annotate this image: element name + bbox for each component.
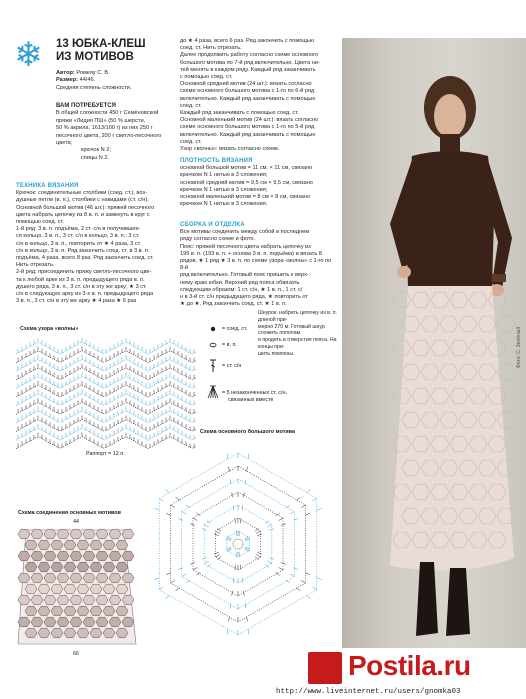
model-figure-illustration <box>342 38 526 648</box>
technique-line: душные петли (в. п.), столбики с накидами (ст. с/н). <box>16 197 149 204</box>
large-motif-diagram <box>140 436 336 648</box>
technique-line: ся кольцо, 3 в. п., 3 ст. с/н в кольцо, 3 в. п.; 3 ст. <box>16 233 140 240</box>
legend-slip: = соед. ст. <box>222 326 248 332</box>
assembly-line: Пояс: пряжей песочного цвета набрать цепочку из <box>180 243 311 250</box>
technique-line: 3 в. п., 3 ст. с/н в эту же арку ★ 4 раза ★ 6 раз <box>16 298 137 305</box>
density-line: основной маленький мотив = 8 см × 8 см, связано <box>180 194 311 201</box>
materials-line: крючок N 2; <box>81 147 111 154</box>
logo-text: Postila.ru <box>348 650 471 681</box>
footer-logo <box>300 648 526 688</box>
assembly-line: ряд включительно. Готовый пояс пришить к верх- <box>180 272 309 279</box>
footer-url: http://www.liveinternet.ru/users/gnomka03 <box>276 688 461 696</box>
middle-line: включительно. Каждый ряд заканчивать с помощью <box>180 95 316 102</box>
middle-line: с помощью соед. ст. <box>180 74 233 81</box>
materials-heading: ВАМ ПОТРЕБУЕТСЯ <box>56 103 116 109</box>
photo-caption: Фото: С. Зелёный <box>516 326 522 368</box>
wave-diagram-title: Схема узора «волны» <box>20 326 79 332</box>
title-line-2: ИЗ МОТИВОВ <box>56 51 134 63</box>
assembly-line: рядов, ★ 1 ряд ★ 3 в. п. по схеме узора «волны» с 1-го по 8-й <box>180 258 332 272</box>
author-row: Автор: Ромеяу С. В. <box>56 70 110 76</box>
assembly-line: ★ до ★. Ряд закончить соед. ст. ★ 1 в. п. <box>180 301 287 308</box>
middle-line: Основной маленький мотив (24 шт.): вязать согласно <box>180 117 319 124</box>
density-heading: ПЛОТНОСТЬ ВЯЗАНИЯ <box>180 158 253 164</box>
middle-line: тей менять в каждом ряду. Каждый ряд заканчивать <box>180 66 316 73</box>
middle-line: соед. ст. Нить отрезать. <box>180 45 242 52</box>
legend-symbols <box>206 320 220 410</box>
middle-line: Каждый ряд заканчивать с помощью соед. ст. <box>180 110 299 117</box>
middle-text-block <box>180 38 336 153</box>
middle-line: включительно. Каждый ряд заканчивать с помощью <box>180 131 316 138</box>
middle-line: Далее продолжить работу согласно схеме основного <box>180 52 319 59</box>
assembly-line: Все мотивы соединить между собой в последнем <box>180 229 310 236</box>
cord-line: мерно 270 м. Готовый шнур сложить пополам <box>258 323 325 337</box>
join-diagram-title: Схема соединения основных мотивов <box>18 510 121 516</box>
title-line-1: 13 ЮБКА-КЛЕШ <box>56 38 146 50</box>
slip-stitch-symbol <box>211 327 215 331</box>
density-line: основной средний мотив = 9,5 см × 9,5 см, связано <box>180 179 313 186</box>
technique-heading: ТЕХНИКА ВЯЗАНИЯ <box>16 183 79 189</box>
join-top-dim: 44 <box>73 519 79 525</box>
legend-dc: = ст. с/н <box>222 363 242 369</box>
legend-cluster: = 5 незаконченных ст. с/н, <box>222 390 287 396</box>
repeat-label: Раппорт = 12 п. <box>86 451 125 457</box>
middle-line: до ★ 4 раза, всего 6 раз. Ряд закончить с помощью <box>180 38 315 44</box>
wave-pattern-diagram <box>16 334 196 452</box>
assembly-block <box>180 222 336 308</box>
difficulty: Средняя степень сложности. <box>56 84 132 91</box>
motif-diagram-title: Схема основного большого мотива <box>200 429 295 435</box>
technique-line: 1-й ряд: 3 в. п. подъёма, 2 ст. с/н в получившее- <box>16 226 141 233</box>
middle-line: схеме основного большого мотива с 1-го по 5-й ряд <box>180 124 315 131</box>
logo-mark <box>308 652 342 684</box>
cord-line: Шнурок: набрать цепочку из в. п. длиной при- <box>258 310 338 323</box>
technique-line: с/н в кольцо, 3 в. п., повторить от ★ 4 раза, 3 ст. <box>16 240 142 247</box>
technique-block <box>16 183 178 305</box>
assembly-line: н в 3-й ст. с/н предыдущего ряда, ★ повторить от <box>180 294 308 301</box>
density-block <box>180 158 336 208</box>
legend-chain: = в. п. <box>222 342 237 348</box>
materials-line: цвета; <box>56 140 73 147</box>
technique-line: Основной большой мотив (46 шт.): пряжей песочного <box>16 204 155 211</box>
density-line: основной большой мотив = 11 см. × 11 см, связано <box>180 165 313 172</box>
materials-line: песочного цвета, 200 г светло-песочного <box>56 132 162 139</box>
density-line: крючком N 1 нитью в 3 сложения; <box>180 172 268 179</box>
materials-line: В общей сложности 450 г Семёновской <box>56 110 159 117</box>
middle-line: Узор «волны»: вязать согласно схеме. <box>180 146 280 153</box>
cluster-symbol <box>208 386 218 398</box>
middle-line: соед. ст. <box>180 102 202 109</box>
technique-line: Нить отрезать. <box>16 262 55 269</box>
legend <box>206 320 306 416</box>
materials-line: 50 % акрила; 1613/100 г) из них 250 г <box>56 125 153 132</box>
technique-line: 2-й ряд: присоединить пряжу светло-песочного цве- <box>16 269 152 276</box>
assembly-line: нему краю юбки. Верхний ряд пояса обвязать <box>180 279 300 286</box>
legend-cluster-2: связанных вместе <box>228 397 274 403</box>
joining-diagram <box>16 526 140 648</box>
technique-line: подъёма, 4 раза, всего 8 раз. Ряд закончить соед. ст. <box>16 255 154 262</box>
technique-line: Крючок: соединительные столбики (соед. ст.), воз- <box>16 190 147 197</box>
join-bottom-dim: 66 <box>73 651 79 657</box>
middle-line: соед. ст. <box>180 138 202 145</box>
materials-line: спицы N 2. <box>81 154 109 161</box>
assembly-line: ряду согласно схеме и фото. <box>180 236 256 243</box>
assembly-line: 195 в. п. (193 в. п. + основа 3 в. п. подъёма) и вязать 8 <box>180 250 322 257</box>
technique-line: душего ряда, 3 в. п., 3 ст. с/н в эту же арку; ★ 3 ст. <box>16 283 147 290</box>
middle-line: Основной средний мотив (24 шт.): вязать согласно <box>180 81 312 88</box>
meta-block <box>56 70 174 92</box>
model-photo <box>342 38 526 648</box>
materials-block <box>56 103 176 162</box>
chain-symbol <box>210 343 216 347</box>
technique-line: с/н в следующую арку из 3-х в. п. предыдущего ряда <box>16 291 154 298</box>
technique-line: та к любой арке из 3 в. п. предыдущего ряда в. п. <box>16 276 145 283</box>
snowflake-icon: ❄ <box>14 35 43 75</box>
cord-line: и продеть в отверстия пояса. На концы при- <box>258 337 337 350</box>
materials-line: пряжи «Лидия ПШ» (50 % шерсти, <box>56 117 146 124</box>
middle-line: большого мотива по 7-й ряд включительно. Цвета ни- <box>180 59 320 66</box>
technique-line: цвета набрать цепочку из 8 в. п. и замкнуть в круг с <box>16 211 150 218</box>
middle-line: схеме основного большого мотива с 1-го по 6-й ряд <box>180 88 315 95</box>
title-block <box>56 38 174 64</box>
density-line: крючком N 1 нитью в 3 сложения; <box>180 186 268 193</box>
size-row: Размер: 44/46. <box>56 77 96 84</box>
assembly-heading: СБОРКА И ОТДЕЛКА <box>180 222 245 228</box>
technique-line: помощью соед. ст. <box>16 219 64 226</box>
technique-line: с/н в кольцо, 3 в. п. Ряд закончить соед. ст. в 3 в. п. <box>16 247 150 254</box>
density-line: крючком N 1 нитью в 3 сложения. <box>180 201 268 208</box>
cord-line: шить помпоны. <box>258 350 295 357</box>
assembly-line: следующим образом: 1 ст. с/н, ★ 1 в. п., 1 ст. с/ <box>180 286 303 293</box>
